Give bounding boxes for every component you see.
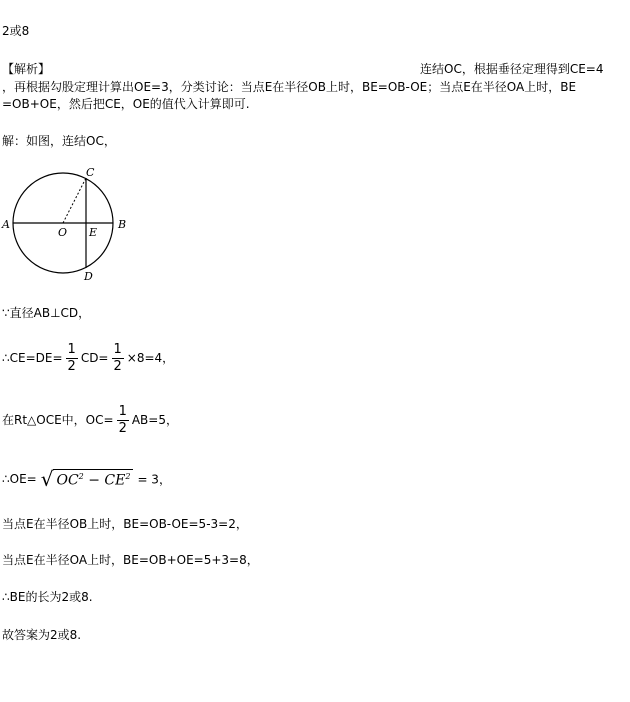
analysis-line3: =OB+OE，然后把CE，OE的值代入计算即可.: [2, 97, 250, 111]
label-a: A: [2, 218, 10, 231]
step-ce-de: [2, 342, 174, 375]
step3-suffix: AB=5，: [131, 413, 178, 427]
exponent-2b: 2: [125, 472, 131, 482]
step2-mid: CD=: [80, 351, 109, 365]
step2-prefix: ∴CE=DE=: [2, 351, 63, 365]
circle-figure: [0, 160, 140, 285]
step-perpendicular: ∵直径AB⊥CD，: [2, 306, 91, 320]
step-case-ob: 当点E在半径OB上时，BE=OB-OE=5-3=2，: [2, 517, 248, 531]
step-oe: [2, 468, 171, 490]
fraction-half-2: $\frac{1}{2}$: [113, 342, 122, 374]
final-answer: 故答案为2或8.: [2, 628, 82, 642]
label-b: B: [118, 218, 127, 231]
square-root: √ $OC^2 - CE^2$: [41, 468, 134, 490]
analysis-line1: 连结OC，根据垂径定理得到CE=4: [420, 62, 604, 76]
label-d: D: [84, 270, 93, 283]
step4-prefix: ∴OE=: [2, 472, 37, 486]
label-c: C: [86, 166, 95, 179]
radius-oc: [63, 178, 86, 223]
analysis-tag: 【解析】: [2, 62, 51, 76]
step4-suffix: = 3，: [137, 472, 171, 487]
step-conclusion: ∴BE的长为2或8.: [2, 590, 93, 604]
step-case-oa: 当点E在半径OA上时，BE=OB+OE=5+3=8，: [2, 553, 259, 567]
step3-prefix: 在Rt△OCE中，OC=: [2, 413, 114, 427]
step-oc: [2, 404, 178, 437]
solution-intro: 解：如图，连结OC，: [2, 134, 116, 148]
answer-text: 2或8: [2, 24, 30, 38]
label-o: O: [58, 226, 68, 239]
step2-suffix: ×8=4，: [126, 351, 175, 365]
label-e: E: [89, 226, 98, 239]
analysis-line2: ，再根据勾股定理计算出OE=3，分类讨论：当点E在半径OB上时，BE=OB-OE；当点E在半径OA上时，BE: [2, 80, 577, 94]
fraction-half-3: $\frac{1}{2}$: [118, 404, 127, 436]
fraction-half-1: $\frac{1}{2}$: [67, 342, 76, 374]
